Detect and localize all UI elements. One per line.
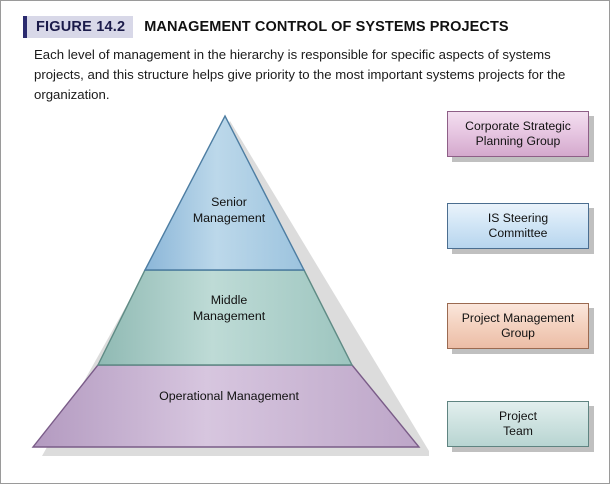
box-corporate-strategic-planning-group — [447, 111, 589, 157]
pyramid-label-senior-line1: Senior — [211, 195, 247, 209]
pyramid-label-middle-line2: Management — [192, 308, 266, 323]
pyramid-diagram — [29, 107, 429, 465]
figure-caption: Each level of management in the hierarchy is responsible for specific aspects of systems projects, and this structure helps give priority to the most important systems projects for the organization. — [34, 47, 566, 103]
pyramid-label-middle-line1: Middle — [210, 293, 248, 307]
box-team-line2: Team — [503, 424, 533, 438]
box-project-management-group — [447, 303, 589, 349]
box-face — [447, 303, 589, 349]
box-face — [447, 111, 589, 157]
box-steering-line2: Committee — [488, 226, 548, 240]
box-pmgroup-line1: Project Management — [461, 310, 575, 325]
box-steering-line1: IS Steering — [487, 210, 549, 225]
box-pmgroup-line2: Group — [501, 326, 535, 340]
figure-header — [23, 15, 593, 39]
box-corporate-line2: Planning Group — [475, 134, 561, 148]
box-project-team — [447, 401, 589, 447]
pyramid-label-senior-line2: Management — [192, 210, 266, 225]
pyramid-tier-senior — [145, 116, 304, 270]
pyramid-svg — [29, 107, 429, 465]
box-face — [447, 401, 589, 447]
organization-boxes — [441, 111, 593, 463]
pyramid-tier-operational — [33, 365, 419, 447]
figure-number-tag: FIGURE 14.2 — [23, 16, 133, 38]
box-team-line1: Project — [499, 408, 537, 423]
box-face — [447, 203, 589, 249]
box-corporate-line1: Corporate Strategic — [465, 118, 571, 133]
figure-title: MANAGEMENT CONTROL OF SYSTEMS PROJECTS — [144, 19, 509, 35]
box-is-steering-committee — [447, 203, 589, 249]
pyramid-label-operational-line1: Operational Management — [159, 389, 299, 403]
